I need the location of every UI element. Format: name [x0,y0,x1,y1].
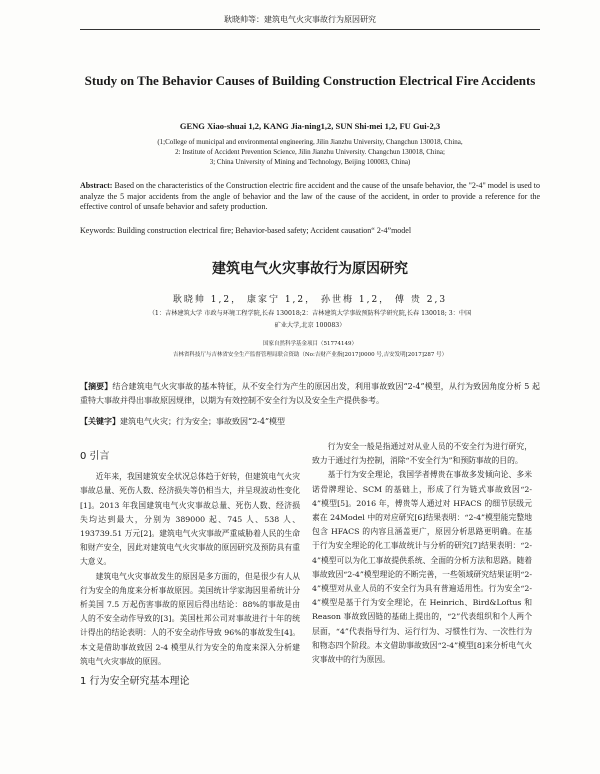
chinese-abstract [80,380,540,408]
chinese-affiliation-1: （1：吉林建筑大学 市政与环境工程学院,长春 130018;2：吉林建筑大学事故预防科学研究院,长春 130018; 3：中国 [148,310,472,317]
left-column [80,448,300,695]
section-1-heading: 1 行为安全研究基本理论 [80,676,190,688]
intro-paragraph-1: 近年来，我国建筑安全状况总体趋于好转，但建筑电气火灾事故总量、死伤人数、经济损失等仍相当大，并呈现波动性变化[1]。2013 年我国建筑电气火灾事故总量、死伤人数、经济损失均达到最大，分别为 389000 起、745 人、538 人、193739.51 万元[2]。建筑电气火灾事故严重威胁着人民的生命和财产安全，因此对建筑电气火灾事故的原因研究及预防具有重大意义。 [80,472,300,567]
english-authors: GENG Xiao-shuai 1,2, KANG Jia-ning1,2, SUN Shi-mei 1,2, FU Gui-2,3 [179,121,441,131]
chinese-abstract-label: 【摘要】 [80,382,113,391]
chinese-affiliation-2: 矿业大学,北京 100083） [274,322,346,329]
chinese-title: 建筑电气火灾事故行为原因研究 [212,261,408,277]
right-paragraph-1: 行为安全一般是指通过对从业人员的不安全行为进行研究，致力于通过行为控制，消除“不安全行为”和预防事故的目的。 [312,442,532,466]
funding-line-2: 吉林省科技厅与吉林省安全生产监督管理局联合资助（No:吉财产业指[2017]0000 号,吉安发明[2017]287 号） [172,352,448,358]
right-paragraph-2: 基于行为安全理论，我国学者傅贵在事故多发倾向论、多米诺骨牌理论、SCM 的基础上，形成了行为链式事故致因“2-4”模型[5]。2016 年，傅贵等人通过对 HFACS 的细节层级元素在 24Model 中的对应研究[6]结果表明：“2-4”模型能完整地包含 HFACS 的内容且涵盖更广，原因分析思路更明确。在基于行为安全理论的化工事故统计与分析的研究[7]结果表明：“2-4”模型可以为化工事故提供系统、全面的分析方法和思路。随着事故致因“2-4”模型理论的不断完善，一些领域研究结果证明“2-4”模型对从业人员的不安全行为具有普遍适用性。行为安全“2-4”模型是基于行为安全理论，在 Heinrich、Bird&Loftus 和 Reason 事故致因链的基础上提出的，“2”代表组织和个人两个层面，“4”代表指导行为、运行行为、习惯性行为、一次性行为和物态四个阶段。本文借助事故致因“2-4”模型[8]来分析电气火灾事故中的行为原因。 [312,470,532,665]
english-abstract-label: Abstract: [80,181,113,190]
header-rule [80,29,540,30]
running-head: 耿晓帅等：建筑电气火灾事故行为原因研究 [224,15,376,24]
chinese-abstract-text: 结合建筑电气火灾事故的基本特征，从不安全行为产生的原因出发，利用事故致因“2-4”模型，从行为致因角度分析 5 起重特大事故并得出事故原因规律，以期为有效控制不安全行为以及安全生产提供参考。 [80,382,541,405]
chinese-keywords-label: 【关键字】 [80,417,120,426]
chinese-keywords-text: 建筑电气火灾；行为安全；事故致因“2-4”模型 [120,417,286,426]
english-abstract-text: Based on the characteristics of the Construction electric fire accident and the cause of the unsafe behavior, the "2-4" model is used to analyze the 5 major accidents from the angle of behavior and the law of the cause of the accident, in order to provide a reference for the effective control of unsafe behavior and safety production. [80,181,541,211]
english-keywords: Keywords: Building construction electrical fire; Behavior-based safety; Accident causation“ 2-4”model [80,226,412,235]
english-title: Study on The Behavior Causes of Building Construction Electrical Fire Accidents [84,73,536,88]
english-affiliation-1: (1;College of municipal and environmental engineering, Jilin Jianzhu University, Changchun 130018, China, [157,138,463,146]
funding-line-1: 国家自然科学基金项目（51774149） [263,341,357,347]
english-abstract [80,181,540,213]
chinese-keywords [80,416,540,427]
english-affiliation-2: 2: Institute of Accident Prevention Science, Jilin Jianzhu University. Changchun 130018, China; [175,148,445,156]
chinese-authors: 耿晓帅 1,2， 康家宁 1,2， 孙世梅 1,2， 傅 贵 2,3 [172,295,448,305]
intro-paragraph-2: 建筑电气火灾事故发生的原因是多方面的，但是很少有人从行为安全的角度来分析事故原因。美国统计学家海因里希统计分析美国 7.5 万起伤害事故的原因后得出结论：88%的事故是由人的不安全动作导致的[3]。美国杜邦公司对事故进行十年的统计得出的结论表明：人的不安全动作导致 96%的事故发生[4]。本文是借助事故致因 2-4 模型从行为安全的角度来深入分析建筑电气火灾事故的原因。 [80,571,300,666]
section-0-heading: 0 引言 [80,451,110,462]
right-column [312,440,532,667]
english-affiliation-3: 3; China University of Mining and Technology, Beijing 100083, China) [209,158,411,166]
